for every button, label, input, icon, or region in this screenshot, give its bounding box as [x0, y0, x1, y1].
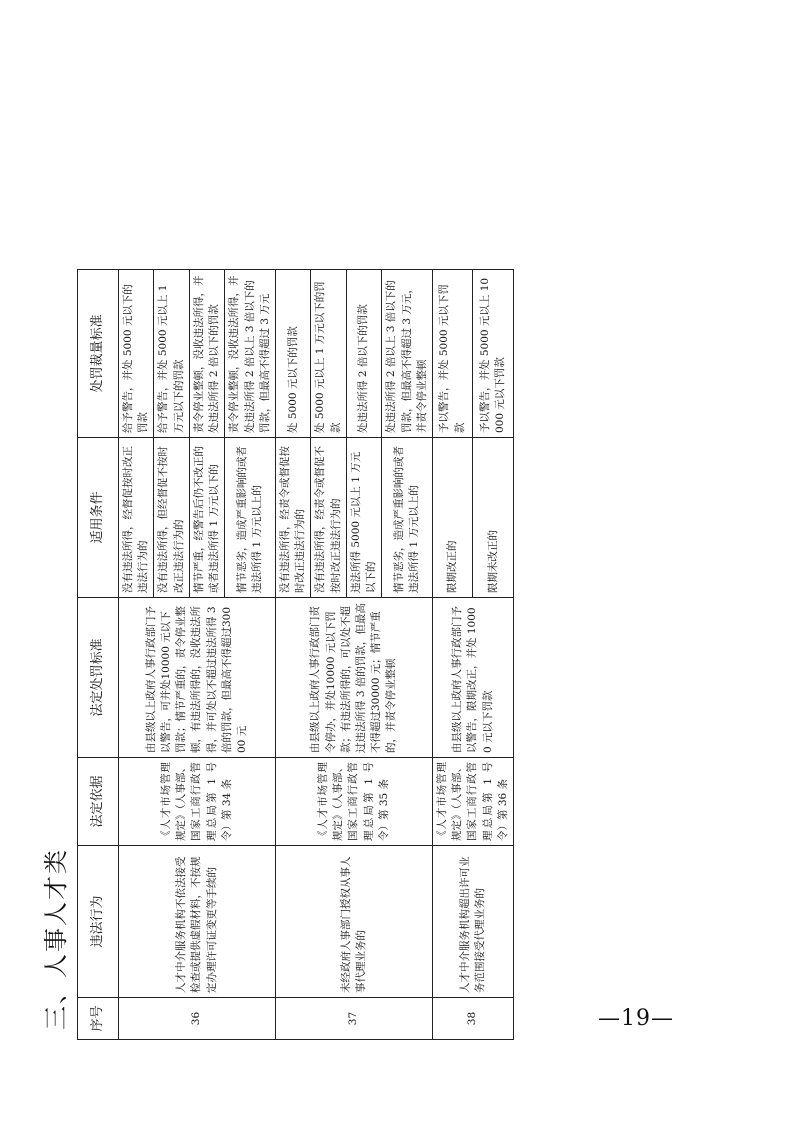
row-condition: 限期未改正的 — [473, 438, 514, 598]
row-penalty: 由县级以上政府人事行政部门予以警告，可并处10000 元以下罚款；情节严重的，责令停业整顿，有违法所得的，没收违法所得，并可处以不超过违法所得 3 倍的罚款，但最高不得超过30000 元 — [119, 598, 276, 758]
page-number: —19— — [598, 1006, 674, 1031]
header-act: 违法行为 — [78, 846, 119, 998]
row-standard: 责令停业整顿，没收违法所得，并处违法所得 2 倍以下的罚款 — [189, 270, 224, 438]
penalty-table — [77, 269, 514, 1040]
row-standard: 处 5000 元以上 1 万元以下的罚款 — [311, 270, 346, 438]
row-condition: 违法所得 5000 元以上 1 万元以下的 — [346, 438, 381, 598]
row-seq: 37 — [275, 998, 432, 1040]
row-condition: 情节恶劣，造成严重影响的或者违法所得 1 万元以上的 — [225, 438, 276, 598]
row-standard: 给予警告，并处 5000 元以上 1 万元以下的罚款 — [154, 270, 189, 438]
row-standard: 处违法所得 2 倍以下的罚款 — [346, 270, 381, 438]
header-basis: 法定依据 — [78, 758, 119, 846]
row-condition: 情节严重，经警告后仍不改正的或者违法所得 1 万元以下的 — [189, 438, 224, 598]
row-basis: 《人才市场管理规定》（人事部、国家工商行政管理总局第 1 号令）第 35 条 — [275, 758, 432, 846]
table-header-row — [78, 270, 119, 1040]
row-seq: 38 — [432, 998, 513, 1040]
row-basis: 《人才市场管理规定》（人事部、国家工商行政管理总局第 1 号令）第 34 条 — [119, 758, 276, 846]
row-standard: 给予警告，并处 5000 元以下的罚款 — [119, 270, 154, 438]
row-seq: 36 — [119, 998, 276, 1040]
row-condition: 情节恶劣，造成严重影响的或者违法所得 1 万元以上的 — [382, 438, 433, 598]
row-penalty: 由县级以上政府人事行政部门责令停办，并处10000 元以下罚款；有违法所得的，可以处不超过违法所得 3 倍的罚款，但最高不得超过30000 元；情节严重的，并责令停业整顿 — [275, 598, 432, 758]
header-seq: 序号 — [78, 998, 119, 1040]
row-standard: 予以警告，并处 5000 元以上 10000 元以下罚款 — [473, 270, 514, 438]
row-act: 未经政府人事部门授权从事人事代理业务的 — [275, 846, 432, 998]
rotated-page-content — [35, 270, 765, 1040]
row-act: 人才中介服务机构超出许可业务范围接受代理业务的 — [432, 846, 513, 998]
header-penalty: 法定处罚标准 — [78, 598, 119, 758]
row-condition: 没有违法所得，经责令或督促不按时改正违法行为的 — [311, 438, 346, 598]
row-basis: 《人才市场管理规定》（人事部、国家工商行政管理总局第 1 号令）第 36 条 — [432, 758, 513, 846]
row-condition: 没有违法所得，经责令或督促按时改正违法行为的 — [275, 438, 310, 598]
row-standard: 处违法所得 2 倍以上 3 倍以下的罚款，但最高不得超过 3 万元，并责令停业整顿 — [382, 270, 433, 438]
table-row — [432, 270, 473, 1040]
row-condition: 没有违法所得，经督促按时改正违法行为的 — [119, 438, 154, 598]
section-title: 三、人事人才类 — [42, 848, 70, 1030]
row-penalty: 由县级以上政府人事行政部门予以警告，限期改正，并处 10000 元以下罚款 — [432, 598, 513, 758]
row-act: 人才中介服务机构不依法接受检查或提供虚假材料，不按规定办理许可证变更等手续的 — [119, 846, 276, 998]
row-standard: 予以警告，并处 5000 元以下罚款 — [432, 270, 473, 438]
row-standard: 处 5000 元以下的罚款 — [275, 270, 310, 438]
header-standard: 处罚裁量标准 — [78, 270, 119, 438]
table-row — [275, 270, 310, 1040]
header-conditions: 适用条件 — [78, 438, 119, 598]
table-row — [119, 270, 154, 1040]
row-condition: 限期改正的 — [432, 438, 473, 598]
row-standard: 责令停业整顿，没收违法所得，并处违法所得 2 倍以上 3 倍以下的罚款，但最高不得超过 3 万元 — [225, 270, 276, 438]
row-condition: 没有违法所得，但经督促不按时改正违法行为的 — [154, 438, 189, 598]
